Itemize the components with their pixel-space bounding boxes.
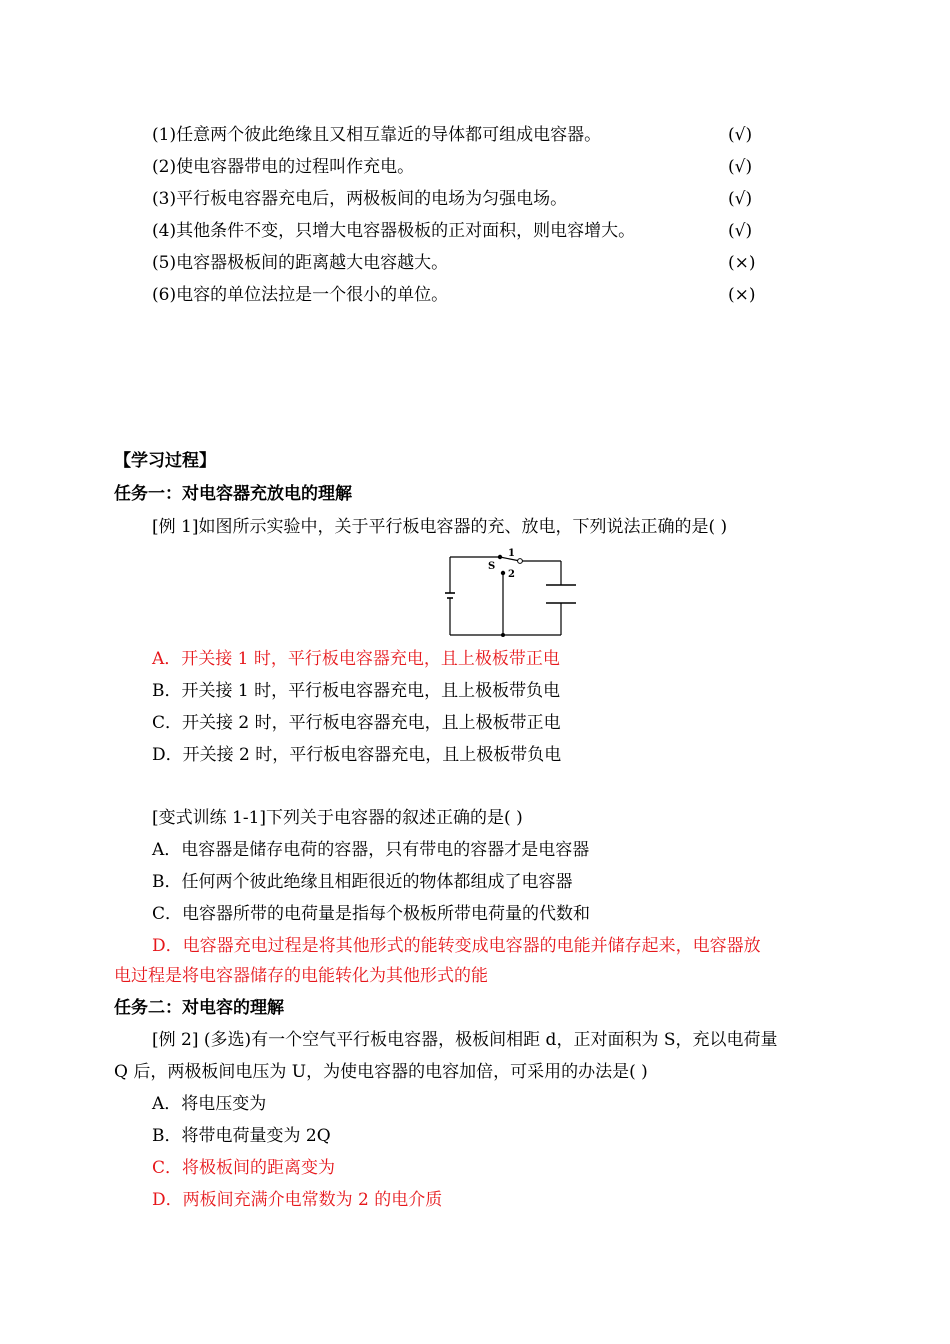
variant-option-d-line2: 电过程是将电容器储存的电能转化为其他形式的能 (114, 966, 488, 986)
judgment-6: (6)电容的单位法拉是一个很小的单位。 (152, 285, 449, 305)
judgment-5: (5)电容器极板间的距离越大电容越大。 (152, 253, 449, 273)
judgment-4: (4)其他条件不变，只增大电容器极板的正对面积，则电容增大。 (152, 221, 636, 241)
judgment-3-mark: (√) (728, 189, 753, 209)
judgment-2-mark: (√) (728, 157, 753, 177)
section-title: 【学习过程】 (114, 451, 216, 471)
example1-option-c: C．开关接 2 时，平行板电容器充电，且上极板带正电 (152, 713, 561, 733)
switch-pivot (498, 555, 502, 559)
task1-title: 任务一：对电容器充放电的理解 (114, 484, 352, 504)
example2-option-b: B．将带电荷量变为 2Q (152, 1126, 331, 1146)
task2-title: 任务二：对电容的理解 (114, 998, 284, 1018)
circuit-diagram (440, 547, 580, 639)
judgment-3: (3)平行板电容器充电后，两极板间的电场为匀强电场。 (152, 189, 568, 209)
example1-option-a: A．开关接 1 时，平行板电容器充电，且上极板带正电 (152, 649, 560, 669)
variant-option-b: B．任何两个彼此绝缘且相距很近的物体都组成了电容器 (152, 872, 573, 892)
judgment-2: (2)使电容器带电的过程叫作充电。 (152, 157, 415, 177)
variant-option-a: A．电容器是储存电荷的容器，只有带电的容器才是电容器 (152, 840, 590, 860)
example1-option-b: B．开关接 1 时，平行板电容器充电，且上极板带负电 (152, 681, 561, 701)
example1-stem: [例 1]如图所示实验中，关于平行板电容器的充、放电，下列说法正确的是( ) (152, 517, 728, 537)
variant-stem: [变式训练 1-1]下列关于电容器的叙述正确的是( ) (152, 808, 523, 828)
example2-stem-line2: Q 后，两极板间电压为 U，为使电容器的电容加倍，可采用的办法是( ) (114, 1062, 648, 1082)
label-1: 1 (508, 548, 515, 559)
example2-option-d: D．两板间充满介电常数为 2 的电介质 (152, 1190, 443, 1210)
contact-2 (501, 571, 505, 575)
example1-option-d: D．开关接 2 时，平行板电容器充电，且上极板带负电 (152, 745, 562, 765)
variant-option-c: C．电容器所带的电荷量是指每个极板所带电荷量的代数和 (152, 904, 591, 924)
judgment-1: (1)任意两个彼此绝缘且又相互靠近的导体都可组成电容器。 (152, 125, 602, 145)
example2-option-c: C．将极板间的距离变为 (152, 1158, 336, 1178)
contact-1 (518, 559, 523, 564)
label-2: 2 (508, 569, 515, 580)
example2-option-a: A．将电压变为 (152, 1094, 267, 1114)
example2-stem-line1: [例 2] (多选)有一个空气平行板电容器，极板间相距 d，正对面积为 S，充以电荷量 (152, 1030, 778, 1050)
judgment-6-mark: (×) (728, 285, 756, 305)
judgment-5-mark: (×) (728, 253, 756, 273)
variant-option-d-line1: D．电容器充电过程是将其他形式的能转变成电容器的电能并储存起来，电容器放 (152, 936, 761, 956)
judgment-1-mark: (√) (728, 125, 753, 145)
judgment-4-mark: (√) (728, 221, 753, 241)
junction-dot (501, 633, 505, 637)
label-s: S (488, 561, 496, 572)
